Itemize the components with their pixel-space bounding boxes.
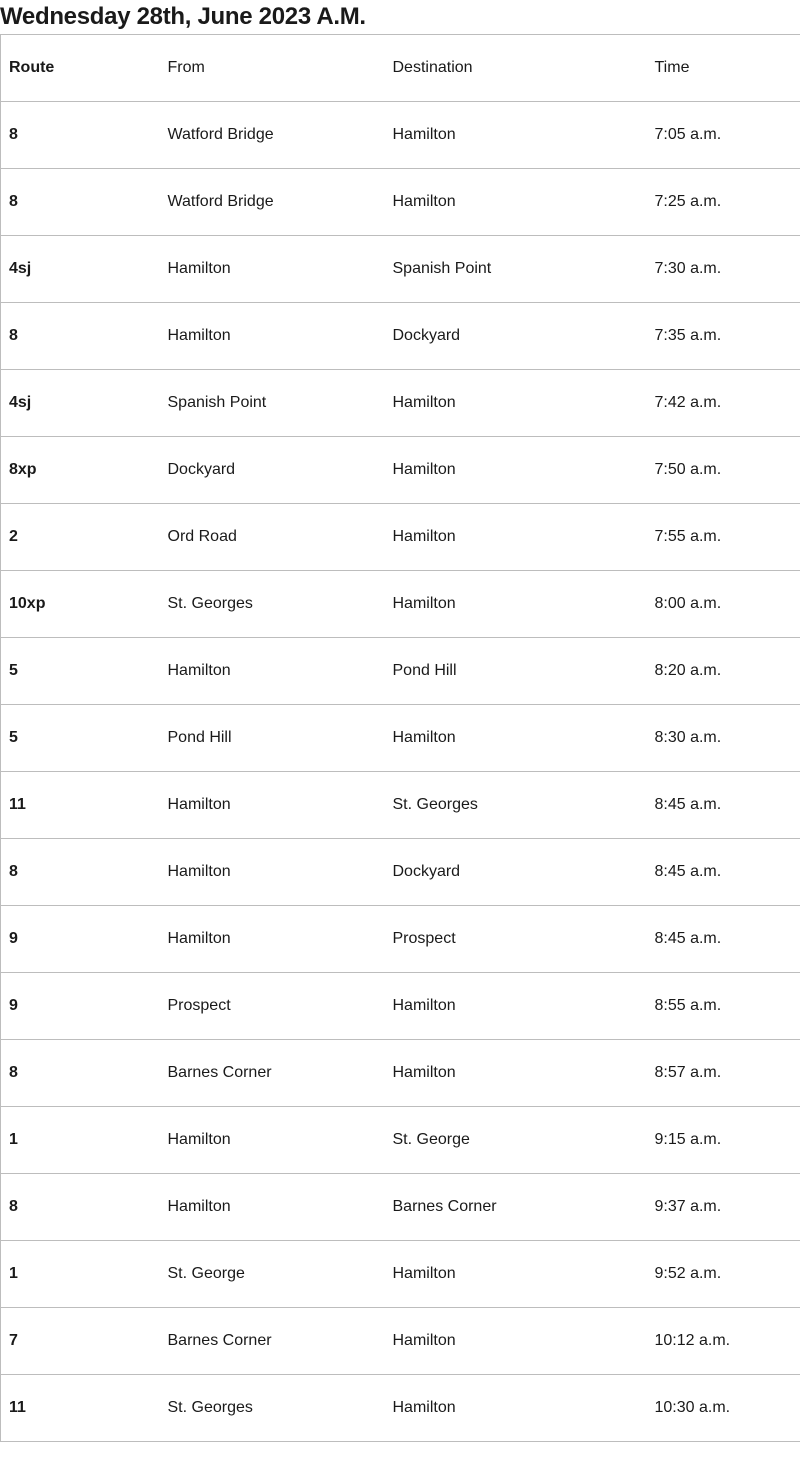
cell-from: Hamilton [160,638,385,705]
table-row [1,370,800,437]
cell-destination: Barnes Corner [385,1174,647,1241]
cell-destination: St. Georges [385,772,647,839]
header-from: From [160,35,385,102]
cell-route: 10xp [1,571,160,638]
cell-time: 7:30 a.m. [647,236,800,303]
cell-from: St. Georges [160,1375,385,1442]
cell-destination: Hamilton [385,1241,647,1308]
cell-from: Dockyard [160,437,385,504]
table-row [1,437,800,504]
page-title: Wednesday 28th, June 2023 A.M. [0,3,366,30]
header-route: Route [1,35,160,102]
cell-route: 1 [1,1241,160,1308]
cell-from: Ord Road [160,504,385,571]
cell-destination: Hamilton [385,973,647,1040]
cell-from: Hamilton [160,1174,385,1241]
header-destination: Destination [385,35,647,102]
cell-route: 5 [1,638,160,705]
cell-time: 7:25 a.m. [647,169,800,236]
cell-destination: Hamilton [385,1375,647,1442]
cell-from: Hamilton [160,236,385,303]
cell-destination: Hamilton [385,504,647,571]
cell-destination: Prospect [385,906,647,973]
cell-time: 8:20 a.m. [647,638,800,705]
cell-time: 7:35 a.m. [647,303,800,370]
table-row [1,772,800,839]
table-row [1,303,800,370]
cell-route: 2 [1,504,160,571]
cell-route: 8 [1,303,160,370]
cell-route: 7 [1,1308,160,1375]
cell-from: Barnes Corner [160,1308,385,1375]
cell-route: 9 [1,906,160,973]
table-row [1,906,800,973]
bus-schedule-table [0,34,800,1442]
cell-destination: Hamilton [385,370,647,437]
cell-time: 10:12 a.m. [647,1308,800,1375]
cell-time: 8:45 a.m. [647,772,800,839]
cell-time: 9:52 a.m. [647,1241,800,1308]
cell-route: 8 [1,839,160,906]
cell-from: Hamilton [160,839,385,906]
table-row [1,638,800,705]
cell-route: 8 [1,102,160,169]
cell-time: 7:50 a.m. [647,437,800,504]
cell-from: Hamilton [160,303,385,370]
table-row [1,1375,800,1442]
cell-destination: Hamilton [385,1040,647,1107]
cell-destination: St. George [385,1107,647,1174]
header-row [1,35,800,102]
cell-from: Watford Bridge [160,169,385,236]
cell-time: 9:37 a.m. [647,1174,800,1241]
cell-time: 9:15 a.m. [647,1107,800,1174]
cell-destination: Dockyard [385,303,647,370]
cell-time: 8:55 a.m. [647,973,800,1040]
table-row [1,169,800,236]
cell-route: 8 [1,1040,160,1107]
cell-from: Hamilton [160,772,385,839]
cell-from: Hamilton [160,906,385,973]
table-row [1,571,800,638]
cell-from: Spanish Point [160,370,385,437]
table-row [1,1174,800,1241]
cell-from: Hamilton [160,1107,385,1174]
cell-route: 5 [1,705,160,772]
cell-from: St. Georges [160,571,385,638]
cell-route: 4sj [1,370,160,437]
table-row [1,1107,800,1174]
cell-time: 8:45 a.m. [647,839,800,906]
cell-time: 7:42 a.m. [647,370,800,437]
table-row [1,504,800,571]
table-row [1,705,800,772]
cell-time: 10:30 a.m. [647,1375,800,1442]
cell-route: 8xp [1,437,160,504]
cell-from: Barnes Corner [160,1040,385,1107]
cell-route: 8 [1,1174,160,1241]
cell-destination: Spanish Point [385,236,647,303]
cell-route: 1 [1,1107,160,1174]
cell-destination: Hamilton [385,705,647,772]
cell-route: 11 [1,1375,160,1442]
table-body [1,102,800,1442]
cell-from: Prospect [160,973,385,1040]
cell-time: 8:57 a.m. [647,1040,800,1107]
cell-route: 8 [1,169,160,236]
cell-time: 8:00 a.m. [647,571,800,638]
table-header [1,35,800,102]
header-time: Time [647,35,800,102]
cell-from: St. George [160,1241,385,1308]
cell-route: 11 [1,772,160,839]
cell-destination: Pond Hill [385,638,647,705]
cell-destination: Hamilton [385,169,647,236]
table-row [1,102,800,169]
cell-route: 9 [1,973,160,1040]
table-row [1,236,800,303]
cell-time: 8:45 a.m. [647,906,800,973]
cell-destination: Hamilton [385,571,647,638]
table-row [1,1308,800,1375]
cell-from: Pond Hill [160,705,385,772]
cell-destination: Hamilton [385,102,647,169]
cell-from: Watford Bridge [160,102,385,169]
cell-time: 8:30 a.m. [647,705,800,772]
table-row [1,1040,800,1107]
cell-time: 7:55 a.m. [647,504,800,571]
table-row [1,973,800,1040]
cell-destination: Dockyard [385,839,647,906]
cell-time: 7:05 a.m. [647,102,800,169]
cell-route: 4sj [1,236,160,303]
table-row [1,1241,800,1308]
cell-destination: Hamilton [385,437,647,504]
cell-destination: Hamilton [385,1308,647,1375]
table-row [1,839,800,906]
